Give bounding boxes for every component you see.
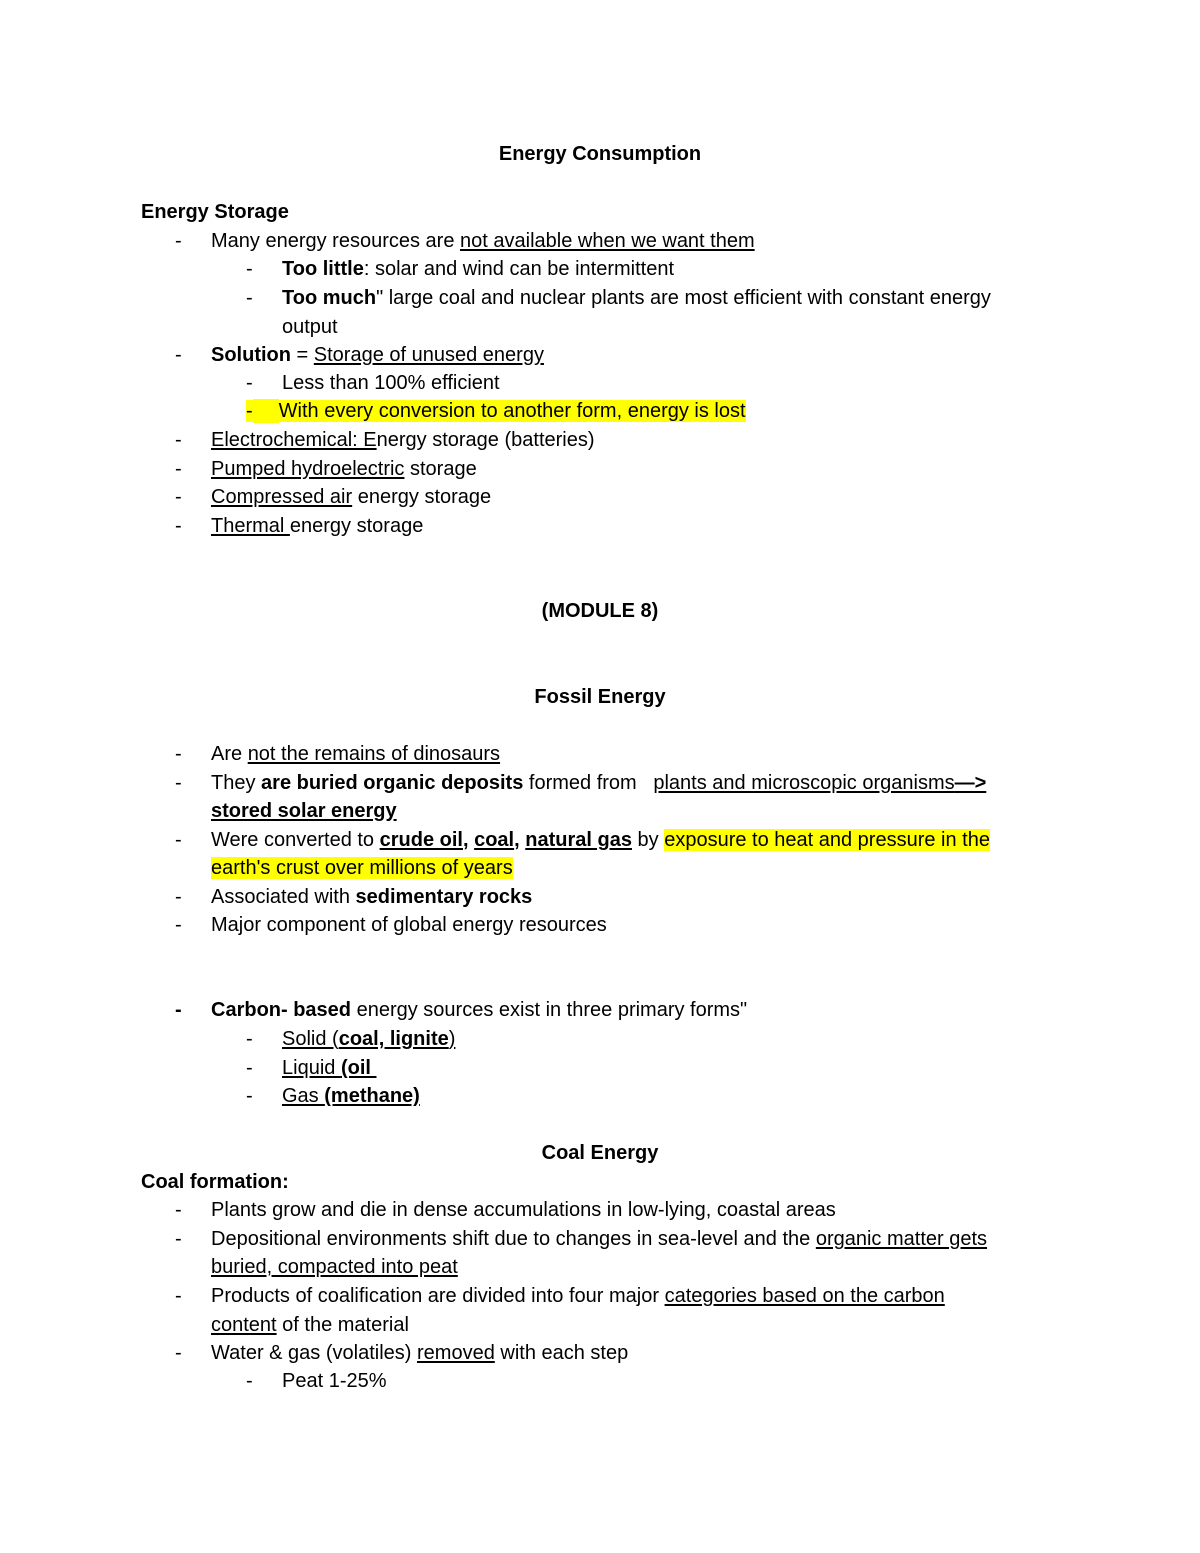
bullet-dash: - [246, 372, 253, 394]
list-item-continuation: stored solar energy [211, 800, 397, 822]
bullet-dash: - [246, 1085, 253, 1107]
list-item-continuation: buried, compacted into peat [211, 1256, 458, 1278]
bullet-dash: - [246, 1057, 253, 1079]
section-heading-coal-energy: Coal Energy [541, 1142, 659, 1164]
list-item: Less than 100% efficient [282, 372, 500, 394]
bullet-dash: - [175, 1342, 182, 1364]
list-item-continuation: content of the material [211, 1314, 409, 1336]
bullet-dash: - [175, 886, 182, 908]
list-item: Solution = Storage of unused energy [211, 344, 544, 366]
bullet-dash: - [246, 287, 253, 309]
bullet-dash: - [175, 515, 182, 537]
bullet-dash: - [175, 914, 182, 936]
bullet-dash: - [175, 999, 182, 1021]
list-item: Liquid (oil [282, 1057, 377, 1079]
list-item-continuation: earth's crust over millions of years [211, 857, 513, 879]
bullet-dash: - [175, 230, 182, 252]
bullet-dash: - [175, 743, 182, 765]
bullet-dash: - [175, 772, 182, 794]
list-item: Depositional environments shift due to changes in sea-level and the organic matter gets [211, 1228, 988, 1250]
bullet-dash: - [246, 258, 253, 280]
bullet-dash: - [246, 1028, 253, 1050]
bullet-dash: - [175, 1199, 182, 1221]
list-item: Gas (methane) [282, 1085, 420, 1107]
list-item-highlighted: - With every conversion to another form, energy is lost [246, 400, 746, 422]
list-item: Solid (coal, lignite) [282, 1028, 456, 1050]
bullet-dash: - [175, 486, 182, 508]
list-item: Major component of global energy resources [211, 914, 607, 936]
list-item: Products of coalification are divided into four major categories based on the carbon [211, 1285, 945, 1307]
list-item: Plants grow and die in dense accumulations in low-lying, coastal areas [211, 1199, 836, 1221]
list-item: Were converted to crude oil, coal, natural gas by exposure to heat and pressure in the [211, 829, 990, 851]
bullet-dash: - [175, 829, 182, 851]
list-item: Pumped hydroelectric storage [211, 458, 477, 480]
bullet-dash: - [175, 429, 182, 451]
list-item: Many energy resources are not available when we want them [211, 230, 755, 252]
list-item: Too little: solar and wind can be intermittent [282, 258, 675, 280]
list-item: Water & gas (volatiles) removed with each step [211, 1342, 629, 1364]
list-item: Thermal energy storage [211, 515, 424, 537]
list-item: Associated with sedimentary rocks [211, 886, 533, 908]
bullet-dash: - [175, 1285, 182, 1307]
bullet-dash: - [175, 458, 182, 480]
subheading-coal-formation: Coal formation: [141, 1171, 289, 1193]
list-item: Electrochemical: Energy storage (batteries) [211, 429, 595, 451]
list-item: Are not the remains of dinosaurs [211, 743, 501, 765]
list-item: They are buried organic deposits formed from plants and microscopic organisms—> [211, 772, 987, 794]
list-item: Peat 1-25% [282, 1370, 387, 1392]
bullet-dash: - [246, 1370, 253, 1392]
list-item-continuation: output [282, 316, 338, 338]
page-title: Energy Consumption [498, 143, 702, 165]
module-heading: (MODULE 8) [541, 600, 659, 622]
bullet-dash: - [175, 1228, 182, 1250]
list-item: Too much" large coal and nuclear plants are most efficient with constant energy [282, 287, 991, 309]
section-heading-energy-storage: Energy Storage [141, 201, 289, 223]
section-heading-fossil-energy: Fossil Energy [534, 686, 666, 708]
bullet-dash: - [175, 344, 182, 366]
list-item: Compressed air energy storage [211, 486, 492, 508]
list-item: Carbon- based energy sources exist in three primary forms" [211, 999, 748, 1021]
